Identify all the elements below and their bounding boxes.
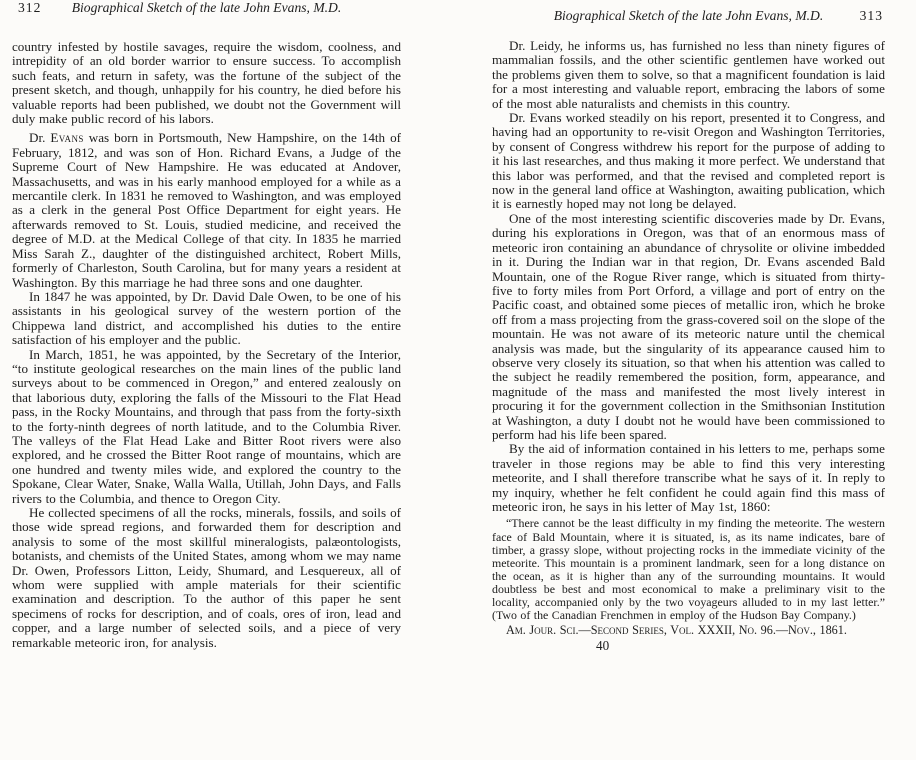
- paragraph-evans-birth: [12, 131, 401, 289]
- paragraph-letters: By the aid of information contained in his letters to me, perhaps some traveler in those regions may be able to find this very interesting meteorite, and I shall therefore transcribe what he says of it. In reply to my inquiry, whether he felt confident he could again find this mass of meteoric iron, he says in his letter of May 1st, 1860:: [492, 441, 885, 514]
- paragraph-continuation: country infested by hostile savages, require the wisdom, coolness, and intrepidity of an old border warrior to ensure success. To accomplish such feats, and return in safety, was the fortune of the subject of the present sketch, and though, unhappily for his country, he died before his valuable reports had been published, we doubt not the Government will duly make public record of his labors.: [12, 39, 401, 127]
- running-header-right: [492, 9, 885, 23]
- running-title-left: Biographical Sketch of the late John Evans, M.D.: [71, 0, 342, 15]
- page-number-left: 312: [18, 0, 42, 15]
- page-313: [492, 9, 885, 653]
- signature-mark: 40: [596, 638, 610, 654]
- paragraph-specimens: He collected specimens of all the rocks, minerals, fossils, and soils of those wide spread regions, and forwarded them for description and analysis to some of the most skillful mineralogists, palæontologists, botanists, and chemists of the United States, among whom we may name Dr. Owen, Professors Litton, Leidy, Shumard, and Lesquereux, all of whom were supplied with ample materials for their scientific examination and description. To the author of this paper he sent specimens of rocks for description, and of coals, ores of iron, lead and copper, and a large number of selected soils, and a piece of very remarkable meteoric iron, for analysis.: [12, 505, 401, 650]
- paragraph-lead: Dr.: [29, 130, 51, 146]
- letter-quote: “There cannot be the least difficulty in my finding the meteorite. The western face of Bald Mountain, where it is situated, is, as its name indicates, bare of timber, a grassy slope, without projecting rocks in the immediate vicinity of the meteorite. This mountain is a prominent landmark, seen for a long distance on the ocean, as it is higher than any of the surrounding mountains. It would doubtless be best and most economical to make a preliminary visit to the locality, accompanied only by the two voyageurs alluded to in my last letter.” (Two of the Canadian Frenchmen in employ of the Hudson Bay Company.): [492, 516, 885, 623]
- running-title-right: Biographical Sketch of the late John Evans, M.D.: [553, 8, 824, 23]
- paragraph-1847-appointment: In 1847 he was appointed, by Dr. David Dale Owen, to be one of his assistants in his geological survey of the western portion of the Chippewa land district, and accomplished his duties to the entire satisfaction of his employer and the public.: [12, 288, 401, 348]
- paragraph-meteoric-iron: One of the most interesting scientific discoveries made by Dr. Evans, during his explorations in Oregon, was that of an enormous mass of meteoric iron containing an abundance of chrysolite or olivine imbedded in it. During the Indian war in that region, Dr. Evans ascended Bald Mountain, one of the Rogue River range, which is situated from thirty-five to forty miles from Port Orford, a village and port of entry on the Pacific coast, and obtained some pieces of metallic iron, which he broke off from a mass projecting from the grass-covered soil on the slope of the mountain. He was not aware of its meteoric nature until the chemical analysis was made, but the singularity of its appearance caused him to observe very closely its situation, so that when his attention was called to the subject he readily remembered the position, form, appearance, and magnitude of the mass and manifested the most lively interest in procuring it for the government collection in the Smithsonian Institution at Washington, a duty I doubt not he would have been commissioned to perform had his life been spared.: [492, 210, 885, 442]
- paragraph-1851-appointment: In March, 1851, he was appointed, by the Secretary of the Interior, “to institute geological researches on the main lines of the public land surveys about to be commenced in Oregon,” and entered zealously on that laborious duty, exploring the falls of the Missouri to the Flat Head pass, in the Rocky Mountains, and through that pass from the forty-sixth to the forty-ninth degrees of north latitude, and to the Columbia River. The valleys of the Flat Head Lake and Bitter Root rivers were also explored, and he crossed the Bitter Root range of mountains, which are one hundred and twenty miles wide, and explored the country to the Spokane, Clear Water, Snake, Walla Walla, Utillah, John Days, and Falls rivers to the Columbia, and thence to Oregon City.: [12, 346, 401, 506]
- paragraph-rest: was born in Portsmouth, New Hampshire, on the 14th of February, 1812, and was son of Hon. Richard Evans, a Judge of the Supreme Court of New Hampshire. He was educated at Andover, Massachusetts, and was in his early manhood employed for a while as a mercantile clerk. In 1831 he removed to Washington, and was employed as a clerk in the general Post Office Department for eight years. He afterwards removed to St. Louis, studied medicine, and received the degree of M.D. at the Medical College of that city. In 1835 he married Miss Sarah Z., daughter of the distinguished architect, Robert Mills, formerly of Charleston, South Carolina, but for many years a resident at Washington. By this marriage he had three sons and one daughter.: [12, 130, 402, 290]
- paragraph-report: Dr. Evans worked steadily on his report, presented it to Congress, and having had an opportunity to re-visit Oregon and Washington Territories, by consent of Congress withdrew his report for the purpose of adding to it his last researches, and thus making it more perfect. We understand that this labor was performed, and that the revised and completed report is now in the general land office at Washington, awaiting publication, which it is earnestly hoped may not long be delayed.: [492, 110, 885, 212]
- page-312: [12, 1, 401, 650]
- running-header-left: [12, 1, 401, 15]
- journal-citation-footer: Am. Jour. Sci.—Second Series, Vol. XXXII, No. 96.—Nov., 1861.: [506, 623, 847, 638]
- smallcaps-name: Evans: [50, 130, 84, 146]
- paragraph-leidy: Dr. Leidy, he informs us, has furnished no less than ninety figures of mammalian fossils, and the other scientific gentlemen have worked out the problems given them to solve, so that a magnificent foundation is laid for a most interesting and valuable report, embracing the labors of some of the most able naturalists and chemists in this country.: [492, 38, 885, 111]
- page-number-right: 313: [859, 8, 883, 23]
